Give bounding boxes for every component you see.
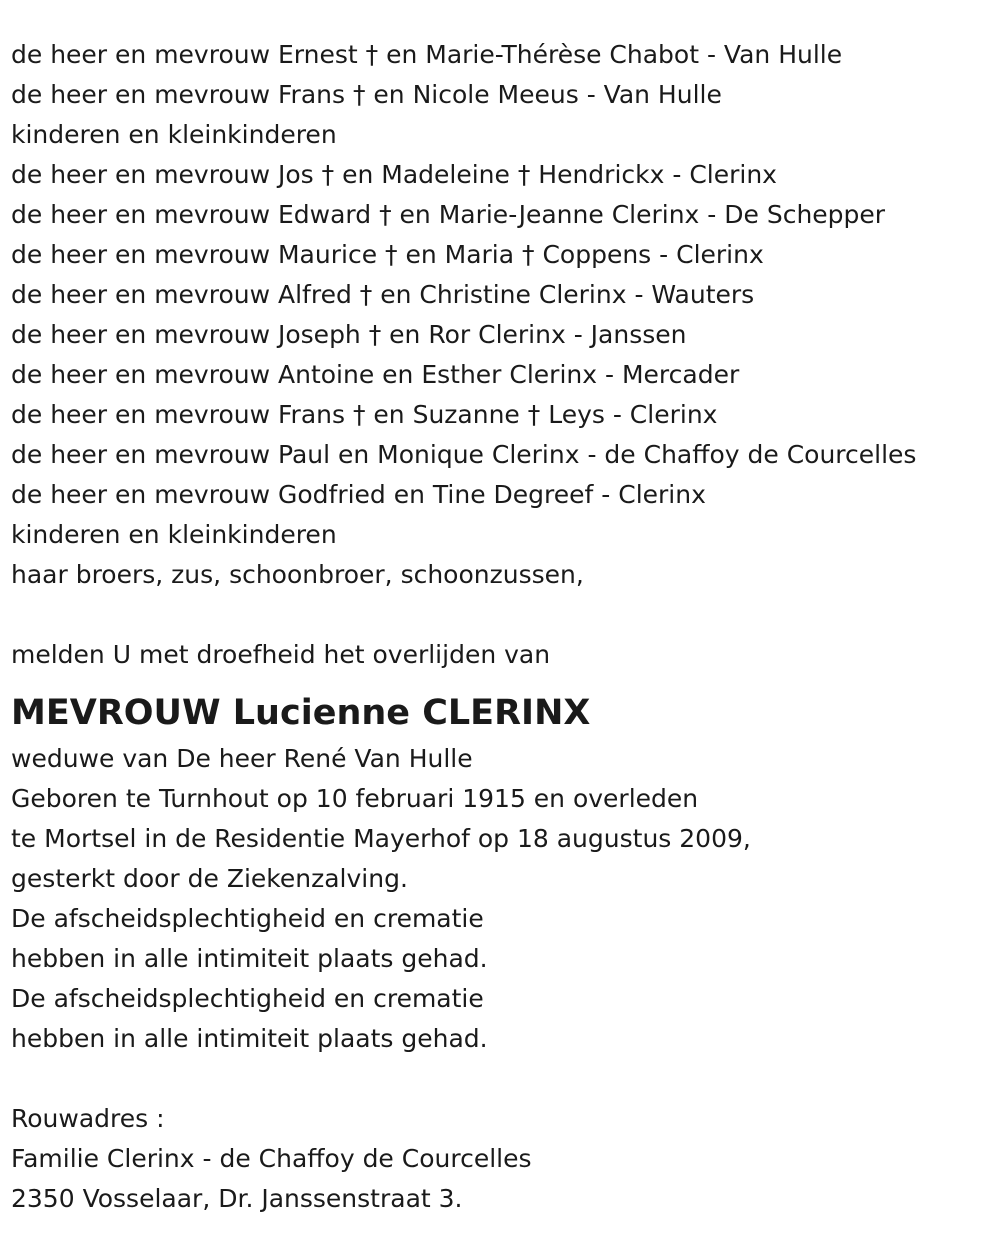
family-line: de heer en mevrouw Frans † en Suzanne † Leys - Clerinx [11, 400, 718, 429]
mourning-address [11, 1099, 991, 1219]
deceased-name: MEVROUW Lucienne CLERINX [11, 693, 591, 733]
spacer [11, 1059, 991, 1099]
family-list [11, 35, 991, 595]
family-line: de heer en mevrouw Paul en Monique Clerinx - de Chaffoy de Courcelles [11, 440, 917, 469]
death-notice [11, 35, 991, 1219]
detail-line: hebben in alle intimiteit plaats gehad. [11, 1024, 488, 1053]
family-line: de heer en mevrouw Maurice † en Maria † Coppens - Clerinx [11, 240, 764, 269]
family-line: de heer en mevrouw Godfried en Tine Degreef - Clerinx [11, 480, 706, 509]
announcement-text: melden U met droefheid het overlijden van [11, 640, 551, 669]
family-line: de heer en mevrouw Alfred † en Christine Clerinx - Wauters [11, 280, 755, 309]
family-line: de heer en mevrouw Antoine en Esther Clerinx - Mercader [11, 360, 740, 389]
detail-line: De afscheidsplechtigheid en crematie [11, 904, 484, 933]
spacer [11, 595, 991, 635]
detail-line: De afscheidsplechtigheid en crematie [11, 984, 484, 1013]
family-line: kinderen en kleinkinderen [11, 520, 337, 549]
family-line: kinderen en kleinkinderen [11, 120, 337, 149]
address-label: Rouwadres : [11, 1104, 165, 1133]
detail-line: te Mortsel in de Residentie Mayerhof op 18 augustus 2009, [11, 824, 751, 853]
family-line: de heer en mevrouw Joseph † en Ror Clerinx - Janssen [11, 320, 687, 349]
details-block [11, 739, 991, 1059]
family-line: de heer en mevrouw Edward † en Marie-Jeanne Clerinx - De Schepper [11, 200, 886, 229]
address-street: 2350 Vosselaar, Dr. Janssenstraat 3. [11, 1184, 463, 1213]
detail-line: gesterkt door de Ziekenzalving. [11, 864, 408, 893]
family-line: de heer en mevrouw Ernest † en Marie-Thérèse Chabot - Van Hulle [11, 40, 843, 69]
detail-line: Geboren te Turnhout op 10 februari 1915 en overleden [11, 784, 699, 813]
detail-line: hebben in alle intimiteit plaats gehad. [11, 944, 488, 973]
family-line: de heer en mevrouw Frans † en Nicole Meeus - Van Hulle [11, 80, 722, 109]
family-line: de heer en mevrouw Jos † en Madeleine † Hendrickx - Clerinx [11, 160, 777, 189]
address-family: Familie Clerinx - de Chaffoy de Courcelles [11, 1144, 532, 1173]
detail-line: weduwe van De heer René Van Hulle [11, 744, 473, 773]
family-line: haar broers, zus, schoonbroer, schoonzussen, [11, 560, 584, 589]
